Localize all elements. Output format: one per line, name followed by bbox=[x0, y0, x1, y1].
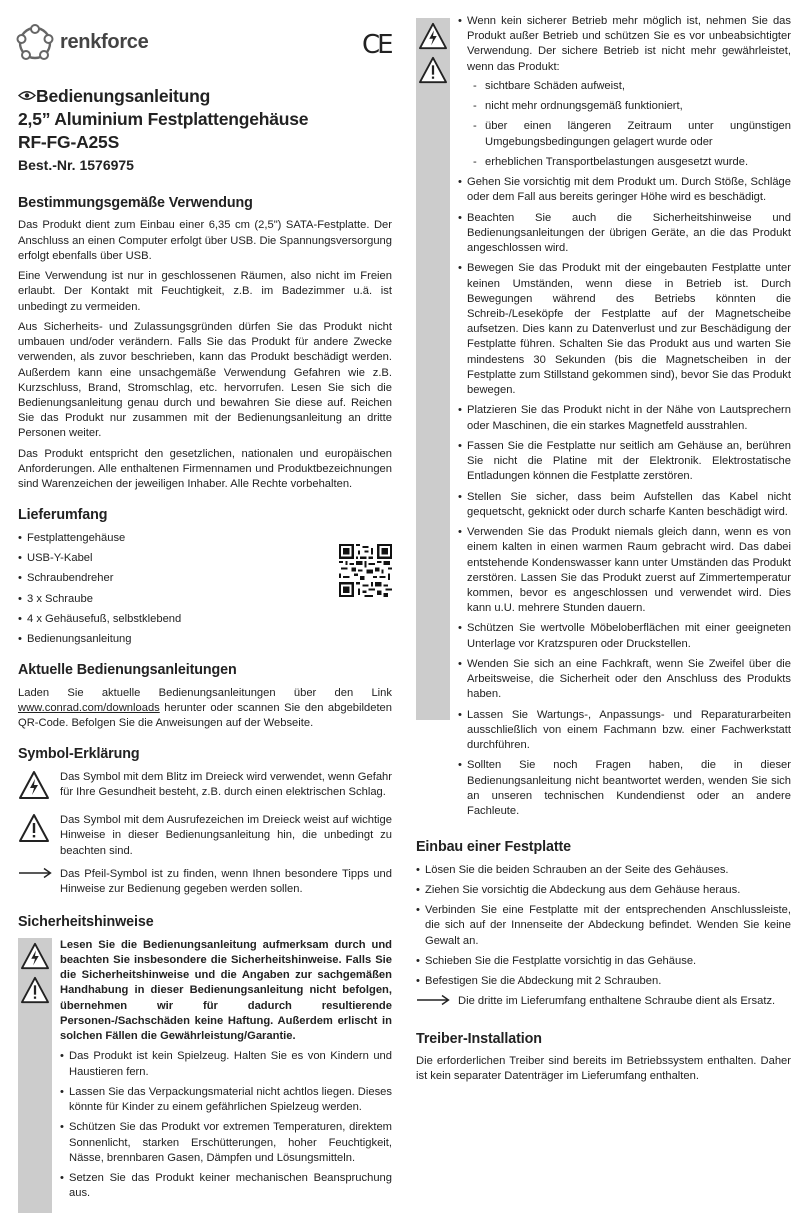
brand-name: renkforce bbox=[60, 31, 149, 54]
symbol-exclamation-text: Das Symbol mit dem Ausrufezeichen im Dreieck weist auf wichtige Hinweise in dieser Bedienungsanleitung hin, die unbedingt zu beachten sind. bbox=[60, 814, 392, 857]
eye-icon bbox=[18, 90, 36, 101]
symbol-lightning-row bbox=[18, 770, 392, 805]
sub-list-item: - über einen längeren Zeitraum unter ungünstigen Umgebungsbedingungen gelagert wurde oder bbox=[473, 119, 791, 149]
list-item: • Bewegen Sie das Produkt mit der eingebauten Festplatte unter keinen Umständen, wenn diese in Betrieb ist. Durch Bewegungen während des Betriebs könnten die Schreib-/Leseköpfe der Festplatte auf der Magnetscheibe aufsetzen. Dies kann zu Datenverlust und zur Beschädigung der Festplatte führen. Schalten Sie das Produkt aus und warten Sie mindestens 30 Sekunden (bis die Magnetscheiben in der Festplatte zum Stillstand gekommen sind), bevor Sie das Produkt bewegen. bbox=[458, 261, 791, 398]
list-item: • Schraubendreher bbox=[18, 571, 392, 586]
list-item: • Fassen Sie die Festplatte nur seitlich am Gehäuse an, berühren Sie nicht die Platine mit der Elektronik. Elektrostatische Entladungen können die Festplatte zerstören. bbox=[458, 439, 791, 485]
driver-text: Die erforderlichen Treiber sind bereits im Betriebssystem enthalten. Daher ist kein separater Datenträger im Lieferumfang enthalten. bbox=[416, 1055, 791, 1083]
lightning-warning-icon bbox=[20, 942, 50, 970]
safety-sidebar bbox=[18, 938, 52, 1213]
doc-title-line2: 2,5” Aluminium Festplattengehäuse bbox=[18, 108, 309, 129]
sub-list bbox=[473, 79, 791, 170]
heading-driver: Treiber-Installation bbox=[416, 1030, 542, 1047]
install-tip-row bbox=[416, 994, 791, 1011]
list-item: • Beachten Sie auch die Sicherheitshinweise und Bedienungsanleitungen der übrigen Geräte, an die das Produkt angeschlossen wird. bbox=[458, 211, 791, 257]
list-item: • Schützen Sie das Produkt vor extremen Temperaturen, direktem Sonnenlicht, starken Erschütterungen, hoher Feuchtigkeit, Nässe, brennbaren Gasen, Dämpfen und Lösungsmitteln. bbox=[60, 1120, 392, 1166]
symbol-lightning-text: Das Symbol mit dem Blitz im Dreieck wird verwendet, wenn Gefahr für Ihre Gesundheit besteht, z.B. durch einen elektrischen Schlag. bbox=[60, 770, 393, 799]
heading-symbols: Symbol-Erklärung bbox=[18, 746, 140, 763]
safety-block-left bbox=[18, 938, 392, 1213]
heading-install: Einbau einer Festplatte bbox=[416, 839, 572, 856]
safety-sidebar bbox=[416, 18, 450, 720]
symbol-arrow-row bbox=[18, 867, 392, 897]
current-manuals-text: Laden Sie aktuelle Bedienungsanleitungen über den Link www.conrad.com/downloads herunter oder scannen Sie den abgebildeten QR-Code. Befolgen Sie die Anweisungen auf der Webseite. bbox=[18, 686, 392, 730]
title-block bbox=[18, 85, 392, 175]
safety-list-left bbox=[60, 1049, 392, 1201]
list-item: • Festplattengehäuse bbox=[18, 531, 392, 546]
list-item: • Verwenden Sie das Produkt niemals gleich dann, wenn es von einem kalten in einen warmen Raum gebracht wird. Das dabei entstehende Kondenswasser kann unter Umständen das Produkt zerstören. Lassen Sie das Produkt zuerst auf Zimmertemperatur kommen, bevor es angeschlossen und verwendet wird. Dies kann u.U. mehrere Stunden dauern. bbox=[458, 525, 791, 616]
list-item: • Lösen Sie die beiden Schrauben an der Seite des Gehäuses. bbox=[416, 863, 791, 878]
list-item: • USB-Y-Kabel bbox=[18, 551, 392, 566]
ce-mark: CE bbox=[362, 30, 391, 60]
install-tip-text: Die dritte im Lieferumfang enthaltene Schraube dient als Ersatz. bbox=[458, 995, 776, 1008]
list-item: • Setzen Sie das Produkt keiner mechanischen Beanspruchung aus. bbox=[60, 1171, 392, 1201]
heading-safety: Sicherheitshinweise bbox=[18, 914, 154, 931]
downloads-link[interactable]: www.conrad.com/downloads bbox=[18, 701, 160, 714]
list-item: • Bedienungsanleitung bbox=[18, 632, 392, 647]
left-column bbox=[18, 186, 392, 1213]
list-item: • Wenn kein sicherer Betrieb mehr möglich ist, nehmen Sie das Produkt außer Betrieb und schützen Sie es vor unbeabsichtigter Verwendung. Der sichere Betrieb ist nicht mehr gewährleistet, wenn das Produkt: - sichtbare Schäden aufweist, - nicht mehr ordnungsgemäß funktioniert, - über einen längeren Zeitraum unter ungünstigen Umgebungsbedingungen gelagert wurde oder - erheblichen Transportbelastungen ausgesetzt wurde. bbox=[458, 14, 791, 170]
list-item: • Das Produkt ist kein Spielzeug. Halten Sie es von Kindern und Haustieren fern. bbox=[60, 1049, 392, 1079]
doc-title-line1: Bedienungsanleitung bbox=[18, 85, 392, 108]
intended-use-p1: Das Produkt dient zum Einbau einer 6,35 cm (2,5") SATA-Festplatte. Der Anschluss an einen Computer erfolgt über USB. Die Spannungsversorgung erfolgt ebenfalls über USB. bbox=[18, 219, 392, 262]
list-item: • Wenden Sie sich an eine Fachkraft, wenn Sie Zweifel über die Arbeitsweise, die Sicherheit oder den Anschluss des Produkts haben. bbox=[458, 657, 791, 703]
qr-code bbox=[339, 544, 392, 597]
list-item: • Sollten Sie noch Fragen haben, die in dieser Bedienungsanleitung nicht beantwortet werden, wenden Sie sich an unseren technischen Kundendienst oder an andere Fachleute. bbox=[458, 758, 791, 819]
list-item: • Ziehen Sie vorsichtig die Abdeckung aus dem Gehäuse heraus. bbox=[416, 883, 791, 898]
list-item: • Stellen Sie sicher, dass beim Aufstellen das Kabel nicht gequetscht, geknickt oder durch scharfe Kanten beschädigt wird. bbox=[458, 490, 791, 520]
symbol-arrow-text: Das Pfeil-Symbol ist zu finden, wenn Ihnen besondere Tipps und Hinweise zur Bedienung gegeben werden sollen. bbox=[60, 867, 392, 896]
intended-use-p2: Eine Verwendung ist nur in geschlossenen Räumen, also nicht im Freien erlaubt. Der Kontakt mit Feuchtigkeit, z.B. im Badezimmer u.ä. ist unbedingt zu vermeiden. bbox=[18, 270, 392, 313]
list-item: • Schieben Sie die Festplatte vorsichtig in das Gehäuse. bbox=[416, 954, 791, 969]
list-item: • Gehen Sie vorsichtig mit dem Produkt um. Durch Stöße, Schläge oder dem Fall aus bereits geringer Höhe wird es beschädigt. bbox=[458, 175, 791, 205]
list-item: • Schützen Sie wertvolle Möbeloberflächen mit einer geeigneten Unterlage vor Kratzspuren oder Druckstellen. bbox=[458, 621, 791, 651]
intended-use-p3: Aus Sicherheits- und Zulassungsgründen dürfen Sie das Produkt nicht umbauen und/oder verändern. Falls Sie das Produkt für andere Zwecke verwenden, als zuvor beschrieben, kann das Produkt beschädigt werden. Außerdem kann eine unsachgemäße Verwendung Gefahren wie z.B. Kurzschluss, Brand, Stromschlag, etc. hervorrufen. Lesen Sie sich die Bedienungsanleitung genau durch und bewahren Sie diese auf. Reichen Sie das Produkt nur zusammen mit der Bedienungsanleitung an dritte Personen weiter. bbox=[18, 320, 392, 440]
list-item: • 4 x Gehäusefuß, selbstklebend bbox=[18, 612, 392, 627]
safety-intro: Lesen Sie die Bedienungsanleitung aufmerksam durch und beachten Sie insbesondere die Sicherheitshinweise. Falls Sie die Sicherheitshinweise und die Angaben zur sachgemäßen Handhabung in dieser Bedienungsanleitung nicht befolgen, übernehmen wir für dadurch resultierende Personen-/Sachschäden keine Haftung. Außerdem erlischt in solchen Fällen die Gewährleistung/Garantie. bbox=[60, 938, 392, 1043]
renkforce-logo-icon bbox=[16, 24, 54, 62]
list-item: • 3 x Schraube bbox=[18, 592, 392, 607]
sub-list-item: - erheblichen Transportbelastungen ausgesetzt wurde. bbox=[473, 155, 791, 170]
symbol-exclamation-row bbox=[18, 813, 392, 859]
lightning-warning-icon bbox=[418, 22, 448, 50]
heading-delivery: Lieferumfang bbox=[18, 507, 108, 524]
lightning-warning-icon bbox=[18, 770, 50, 800]
brand-logo bbox=[16, 24, 148, 62]
exclamation-warning-icon bbox=[20, 976, 50, 1004]
sub-list-item: - sichtbare Schäden aufweist, bbox=[473, 79, 791, 94]
heading-current-manuals: Aktuelle Bedienungsanleitungen bbox=[18, 662, 237, 679]
list-item: • Befestigen Sie die Abdeckung mit 2 Schrauben. bbox=[416, 974, 791, 989]
sub-list-item: - nicht mehr ordnungsgemäß funktioniert, bbox=[473, 99, 791, 114]
exclamation-warning-icon bbox=[418, 56, 448, 84]
arrow-right-icon bbox=[18, 867, 52, 879]
list-item: • Verbinden Sie eine Festplatte mit der entsprechenden Anschlussleiste, die sich auf der Innenseite der Abdeckung befindet. Wenden Sie keine Gewalt an. bbox=[416, 903, 791, 949]
list-item: • Platzieren Sie das Produkt nicht in der Nähe von Lautsprechern oder Maschinen, die ein starkes Magnetfeld ausstrahlen. bbox=[458, 403, 791, 433]
delivery-list bbox=[18, 531, 392, 647]
doc-title-line3: RF-FG-A25S bbox=[18, 131, 120, 152]
list-item: • Lassen Sie Wartungs-, Anpassungs- und Reparaturarbeiten ausschließlich von einem Fachmann bzw. einer Fachwerkstatt durchführen. bbox=[458, 708, 791, 754]
safety-list-right bbox=[458, 14, 791, 819]
order-number: Best.-Nr. 1576975 bbox=[18, 157, 134, 174]
intended-use-p4: Das Produkt entspricht den gesetzlichen, nationalen und europäischen Anforderungen. Alle enthaltenen Firmennamen und Produktbezeichnungen sind Warenzeichen der jeweiligen Inhaber. Alle Rechte vorbehalten. bbox=[18, 447, 392, 491]
list-item: • Lassen Sie das Verpackungsmaterial nicht achtlos liegen. Dieses könnte für Kinder zu einem gefährlichen Spielzeug werden. bbox=[60, 1085, 392, 1115]
exclamation-warning-icon bbox=[18, 813, 50, 843]
safety-block-right bbox=[416, 15, 791, 824]
arrow-right-icon bbox=[416, 994, 450, 1006]
install-list bbox=[416, 863, 791, 990]
right-column bbox=[416, 15, 791, 1089]
heading-intended-use: Bestimmungsgemäße Verwendung bbox=[18, 195, 253, 211]
